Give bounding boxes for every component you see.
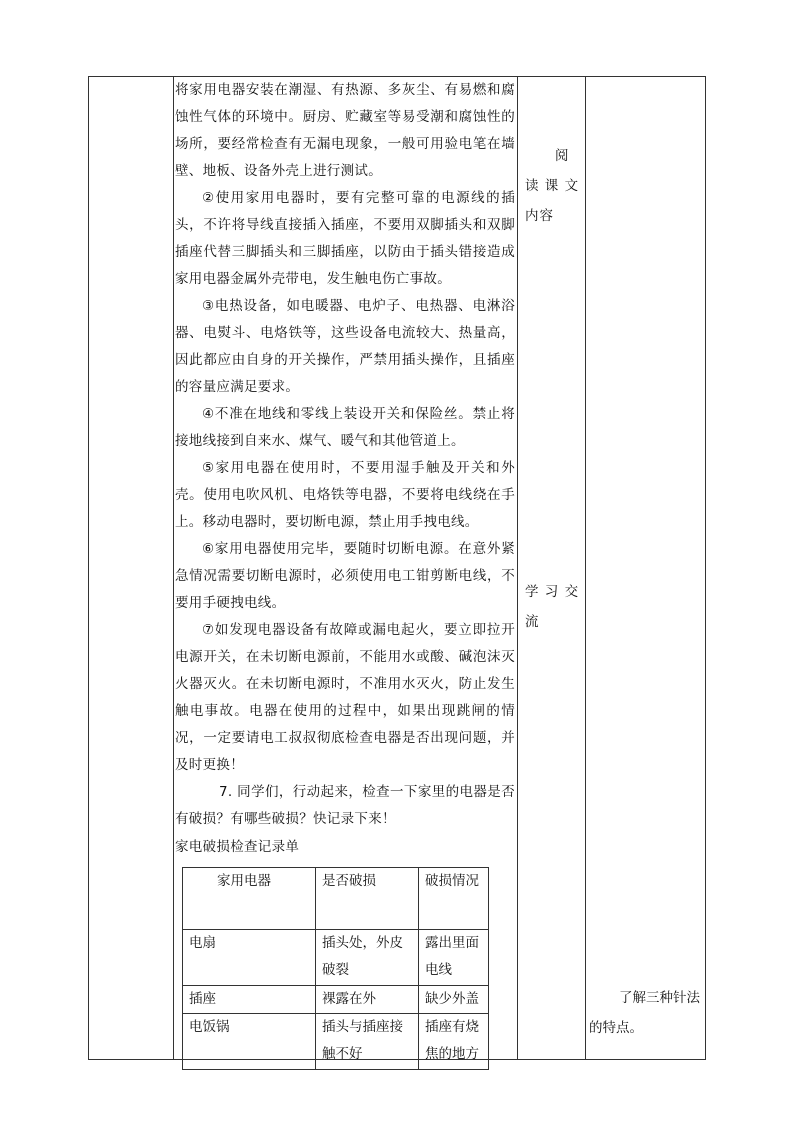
damage-record-table (182, 867, 489, 1070)
table-cell: 插座 (183, 986, 316, 1014)
paragraph: ③电热设备，如电暖器、电炉子、电热器、电淋浴器、电熨斗、电烙铁等，这些设备电流较大、热量高，因此都应由自身的开关操作，严禁用插头操作，且插座的容量应满足要求。 (175, 298, 515, 395)
table-row (183, 1014, 489, 1070)
side-label-read-line2: 读 课 文 (525, 178, 580, 194)
paragraph: 将家用电器安装在潮湿、有热源、多灰尘、有易燃和腐蚀性气体的环境中。厨房、贮藏室等易受潮和腐蚀性的场所，要经常检查有无漏电现象，一般可用验电笔在墙壁、地板、设备外壳上进行测试。 (175, 82, 515, 179)
header-cell: 是否破损 (316, 868, 419, 930)
objective-note (589, 983, 701, 1043)
table-row (183, 930, 489, 986)
side-label-study-line2: 流 (525, 614, 540, 630)
table-cell: 插座有烧焦的地方 (419, 1014, 489, 1070)
table-row (183, 986, 489, 1014)
table-cell: 插头处，外皮破裂 (316, 930, 419, 986)
header-cell: 破损情况 (419, 868, 489, 930)
paragraph: 7. 同学们，行动起来，检查一下家里的电器是否有破损？有哪些破损？快记录下来！ (175, 784, 515, 827)
table-header-row (183, 868, 489, 930)
table-cell: 插头与插座接触不好 (316, 1014, 419, 1070)
column-divider-2 (517, 77, 518, 1059)
paragraph: ④不准在地线和零线上装设开关和保险丝。禁止将接地线接到自来水、煤气、暖气和其他管道上。 (175, 406, 515, 449)
table-cell: 缺少外盖 (419, 986, 489, 1014)
table-cell: 露出里面电线 (419, 930, 489, 986)
table-caption: 家电破损检查记录单 (175, 839, 300, 855)
side-label-study-line1: 学 习 交 (525, 584, 580, 600)
paragraph: ⑤家用电器在使用时，不要用湿手触及开关和外壳。使用电吹风机、电烙铁等电器，不要将电线绕在手上。移动电器时，要切断电源，禁止用手拽电线。 (175, 460, 515, 530)
paragraph: ②使用家用电器时，要有完整可靠的电源线的插头，不许将导线直接插入插座，不要用双脚插头和双脚插座代替三脚插头和三脚插座，以防由于插头错接造成家用电器金属外壳带电，发生触电伤亡事故。 (175, 190, 515, 287)
column-divider-3 (585, 77, 586, 1059)
objective-note-text: 了解三种针法的特点。 (589, 990, 700, 1036)
main-content (175, 77, 515, 862)
side-label-read-line3: 内容 (525, 208, 554, 224)
paragraph: ⑦如发现电器设备有故障或漏电起火，要立即拉开电源开关，在未切断电源前，不能用水或酸、碱泡沫灭火器灭火。在未切断电源时，不准用水灭火，防止发生触电事故。电器在使用的过程中，如果出现跳闸的情况，一定要请电工叔叔彻底检查电器是否出现问题，并及时更换！ (175, 622, 515, 773)
table-cell: 电饭锅 (183, 1014, 316, 1070)
column-divider-1 (173, 77, 174, 1059)
side-label-read-line1: 阅 (555, 148, 570, 164)
lesson-table (88, 76, 706, 1060)
header-cell: 家用电器 (183, 868, 316, 930)
table-cell: 电扇 (183, 930, 316, 986)
paragraph: ⑥家用电器使用完毕，要随时切断电源。在意外紧急情况需要切断电源时，必须使用电工钳剪断电线，不要用手硬拽电线。 (175, 541, 515, 611)
table-cell: 裸露在外 (316, 986, 419, 1014)
